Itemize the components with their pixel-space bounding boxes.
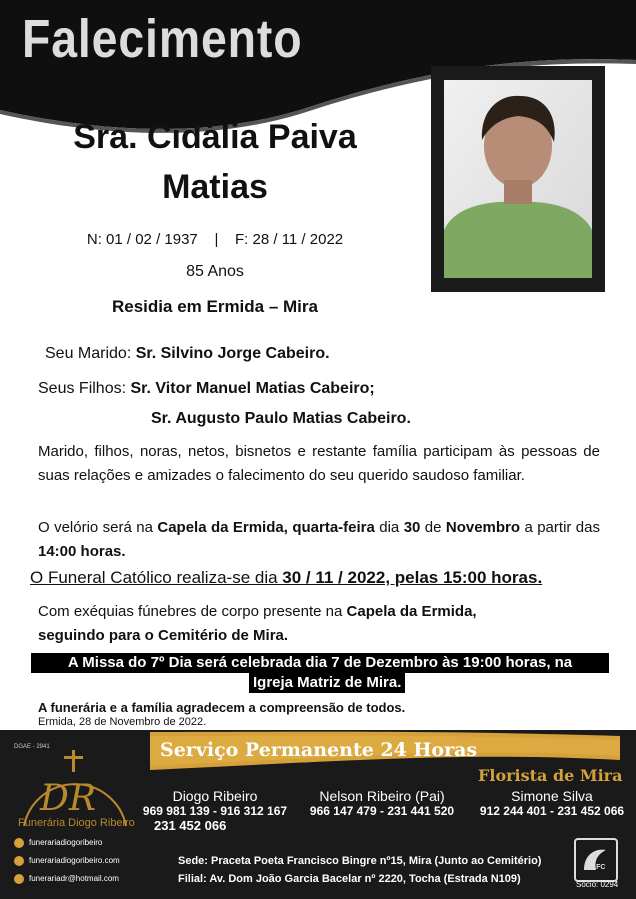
child-1: Sr. Vitor Manuel Matias Cabeiro;	[130, 380, 375, 397]
logo-initials: DR	[40, 778, 96, 819]
exequias-paragraph: Com exéquias fúnebres de corpo presente na Capela da Ermida, seguindo para o Cemitério de Mira.	[38, 603, 477, 644]
children-line-2	[151, 410, 411, 428]
place-date: Ermida, 28 de Novembro de 2022.	[38, 716, 207, 728]
afc-logo-icon	[576, 840, 616, 880]
husband-label: Seu Marido:	[45, 345, 132, 362]
dgae-code: DGAE - 2941	[14, 744, 50, 750]
age: 85 Anos	[186, 263, 244, 280]
social-facebook[interactable]: funerariadiogoribeiro	[14, 838, 102, 848]
husband-name: Sr. Silvino Jorge Cabeiro.	[135, 345, 330, 362]
florist-name: Florista de Mira	[478, 766, 623, 785]
mass-announcement-line2: Igreja Matriz de Mira.	[249, 673, 405, 693]
address-headquarters: Sede: Praceta Poeta Francisco Bingre nº15, Mira (Junto ao Cemitério)	[178, 855, 542, 867]
email-icon	[14, 874, 24, 884]
contact-diogo: Diogo Ribeiro 969 981 139 - 916 312 167 231 452 066	[142, 788, 288, 833]
funeral-line: O Funeral Católico realiza-se dia 30 / 11 / 2022, pelas 15:00 horas.	[30, 568, 543, 587]
afc-label: AAFC	[586, 864, 606, 871]
member-number: Sócio: 0294	[576, 880, 619, 889]
children-label: Seus Filhos:	[38, 380, 127, 397]
page-title: Falecimento	[22, 9, 303, 69]
husband-line	[45, 345, 330, 363]
social-email[interactable]: funerariadr@hotmail.com	[14, 874, 119, 884]
child-2: Sr. Augusto Paulo Matias Cabeiro.	[151, 410, 411, 427]
announcement-paragraph: Marido, filhos, noras, netos, bisnetos e restante família participam às pessoas de suas relações e amizades o falecimento do seu querido saudoso familiar.	[38, 443, 600, 484]
wake-paragraph: O velório será na Capela da Ermida, quarta-feira dia 30 de Novembro a partir das 14:00 horas.	[38, 519, 600, 560]
address-branch: Filial: Av. Dom João Garcia Bacelar nº 2220, Tocha (Estrada N109)	[178, 873, 521, 885]
children-line	[38, 380, 375, 398]
facebook-icon	[14, 838, 24, 848]
social-website[interactable]: funerariadiogoribeiro.com	[14, 856, 120, 866]
contact-simone: Simone Silva 912 244 401 - 231 452 066	[479, 788, 625, 818]
globe-icon	[14, 856, 24, 866]
afc-badge	[574, 838, 618, 882]
thanks-line: A funerária e a família agradecem a compreensão de todos.	[38, 700, 406, 715]
portrait-photo	[444, 80, 592, 278]
deceased-name-line1: Sra. Cidália Paiva	[73, 118, 357, 156]
service-banner: Serviço Permanente 24 Horas	[160, 739, 478, 761]
residence: Residia em Ermida – Mira	[112, 297, 318, 316]
contact-nelson: Nelson Ribeiro (Pai) 966 147 479 - 231 441 520	[309, 788, 455, 818]
mass-announcement-line1: A Missa do 7º Dia será celebrada dia 7 de Dezembro às 19:00 horas, na	[31, 653, 609, 673]
deceased-name-line2: Matias	[162, 168, 268, 206]
logo-name: Funerária Diogo Ribeiro	[18, 817, 135, 829]
birth-death-dates: N: 01 / 02 / 1937 | F: 28 / 11 / 2022	[86, 231, 344, 248]
